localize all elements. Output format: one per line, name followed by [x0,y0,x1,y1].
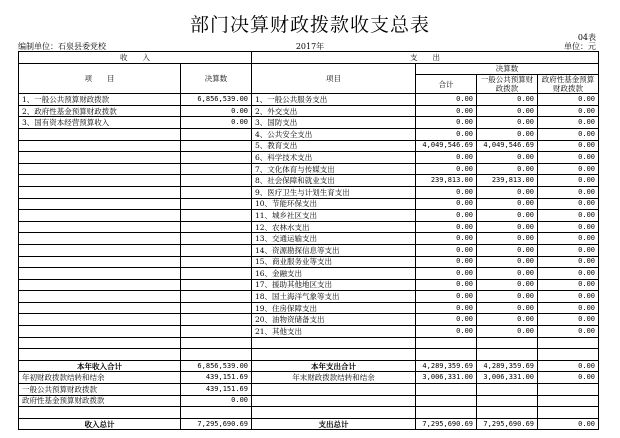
blank-cell [416,337,477,349]
grand-income-label: 收入总计 [19,418,181,430]
blank-cell [416,395,477,407]
currency-unit: 单位：元 [564,42,596,51]
expense-item-header: 项目 [252,63,416,94]
income-item-value [181,233,252,245]
table-row [19,314,599,326]
income-item-value: 6,856,539.00 [181,94,252,106]
expense-general-value: 0.00 [477,186,538,198]
income-item-value [181,186,252,198]
income-item-label [19,314,181,326]
expense-general-value: 0.00 [477,152,538,164]
summary-row [19,418,599,430]
summary-row [19,372,599,384]
blank-cell [538,384,599,396]
expense-total-value: 0.00 [416,210,477,222]
expense-general-value: 0.00 [477,128,538,140]
begin-balance-label: 年初财政拨款结转和结余 [19,372,181,384]
expense-total-value: 0.00 [416,256,477,268]
table-row [19,186,599,198]
expense-fund-value: 0.00 [538,186,599,198]
expense-general-value: 0.00 [477,256,538,268]
summary-row [19,395,599,407]
blank-cell [181,337,252,349]
expense-general-value: 0.00 [477,221,538,233]
expense-total-value: 0.00 [416,152,477,164]
expense-total-value: 0.00 [416,198,477,210]
expense-fund-value: 0.00 [538,128,599,140]
blank-cell [538,395,599,407]
expense-general-value: 0.00 [477,117,538,129]
income-item-label [19,128,181,140]
table-row [19,279,599,291]
income-item-value [181,244,252,256]
expense-total-value: 0.00 [416,221,477,233]
income-item-value [181,221,252,233]
expense-item-label: 18、国土海洋气象等支出 [252,291,416,303]
expense-item-label: 13、交通运输支出 [252,233,416,245]
blank-cell [477,337,538,349]
blank-cell [477,407,538,419]
expense-fund-value: 0.00 [538,140,599,152]
expense-fund-value: 0.00 [538,210,599,222]
table-row [19,256,599,268]
expense-item-label: 15、商业服务业等支出 [252,256,416,268]
expense-header: 支 出 [252,52,599,64]
blank-cell [477,395,538,407]
income-item-label [19,198,181,210]
expense-item-label: 20、油物资储备支出 [252,314,416,326]
blank-row [19,337,599,349]
expense-total-value: 0.00 [416,302,477,314]
blank-cell [538,349,599,361]
expense-total-value: 0.00 [416,326,477,338]
expense-item-label: 21、其他支出 [252,326,416,338]
blank-cell [477,384,538,396]
begin-fund-label: 政府性基金预算财政拨款 [19,395,181,407]
income-item-label: 1、一般公共预算财政拨款 [19,94,181,106]
blank-cell [19,407,181,419]
expense-general-value: 0.00 [477,326,538,338]
report-year: 2017年 [295,42,325,51]
expense-fund-value: 0.00 [538,233,599,245]
income-item-value [181,291,252,303]
income-item-label: 2、政府性基金预算财政拨款 [19,105,181,117]
income-item-label [19,175,181,187]
income-item-label [19,140,181,152]
blank-cell [538,337,599,349]
expense-item-label: 10、节能环保支出 [252,198,416,210]
end-balance-general: 3,006,331.00 [477,372,538,384]
grand-expense-fund: 0.00 [538,418,599,430]
expense-item-label: 1、一般公共服务支出 [252,94,416,106]
income-item-value [181,152,252,164]
expense-fund-value: 0.00 [538,175,599,187]
expense-general-value: 0.00 [477,302,538,314]
grand-expense-total: 7,295,690.69 [416,418,477,430]
finance-table [18,51,599,430]
end-balance-total: 3,006,331.00 [416,372,477,384]
income-total-label: 本年收入合计 [19,360,181,372]
expense-general-value: 0.00 [477,94,538,106]
income-item-label [19,221,181,233]
income-item-label [19,152,181,164]
expense-general-value: 0.00 [477,233,538,245]
reporting-unit: 编制单位：石泉县委党校 [18,42,106,51]
table-row [19,163,599,175]
expense-fund-value: 0.00 [538,256,599,268]
expense-general-value: 0.00 [477,268,538,280]
expense-total-value: 0.00 [416,291,477,303]
blank-cell [416,384,477,396]
table-row [19,244,599,256]
expense-general-value: 0.00 [477,210,538,222]
blank-cell [252,349,416,361]
table-row [19,198,599,210]
expense-general-value: 0.00 [477,163,538,175]
income-item-value [181,302,252,314]
page-title: 部门决算财政拨款收支总表 [189,14,430,36]
fund-budget-header: 政府性基金预算财政拨款 [538,75,599,94]
expense-total-value: 0.00 [416,117,477,129]
blank-cell [19,337,181,349]
begin-general-value: 439,151.69 [181,384,252,396]
income-item-label [19,233,181,245]
expense-general-value: 0.00 [477,291,538,303]
expense-item-label: 17、援助其他地区支出 [252,279,416,291]
expense-item-label: 16、金融支出 [252,268,416,280]
income-item-label [19,186,181,198]
begin-balance-value: 439,151.69 [181,372,252,384]
blank-cell [252,395,416,407]
expense-fund-value: 0.00 [538,163,599,175]
expense-general-value: 0.00 [477,314,538,326]
blank-cell [252,384,416,396]
expense-total-value: 0.00 [416,279,477,291]
income-item-label [19,210,181,222]
income-item-value [181,268,252,280]
expense-fund-value: 0.00 [538,268,599,280]
general-budget-header: 一般公共预算财政拨款 [477,75,538,94]
expense-item-label: 3、国防支出 [252,117,416,129]
summary-row [19,384,599,396]
expense-total-value: 239,813.00 [416,175,477,187]
income-header: 收 入 [19,52,252,64]
income-item-label [19,279,181,291]
table-row [19,152,599,164]
table-row [19,210,599,222]
expense-item-label: 19、住房保障支出 [252,302,416,314]
summary-row [19,360,599,372]
end-balance-fund: 0.00 [538,372,599,384]
expense-fund-value: 0.00 [538,221,599,233]
expense-item-label: 8、社会保障和就业支出 [252,175,416,187]
expense-general-value: 0.00 [477,279,538,291]
table-row [19,221,599,233]
expense-item-label: 9、医疗卫生与计划生育支出 [252,186,416,198]
blank-cell [477,349,538,361]
income-total-value: 6,856,539.00 [181,360,252,372]
expense-fund-value: 0.00 [538,94,599,106]
income-item-value [181,256,252,268]
blank-cell [252,407,416,419]
expense-total-fund: 0.00 [538,360,599,372]
blank-cell [416,349,477,361]
table-row [19,326,599,338]
begin-general-label: 一般公共预算财政拨款 [19,384,181,396]
expense-fund-value: 0.00 [538,279,599,291]
blank-cell [181,407,252,419]
expense-total-value: 0.00 [416,186,477,198]
income-item-value: 0.00 [181,117,252,129]
expense-item-label: 6、科学技术支出 [252,152,416,164]
expense-item-label: 4、公共安全支出 [252,128,416,140]
income-item-value [181,198,252,210]
income-item-label [19,163,181,175]
expense-fund-value: 0.00 [538,198,599,210]
expense-general-value: 4,049,546.69 [477,140,538,152]
expense-fund-value: 0.00 [538,326,599,338]
expense-item-label: 11、城乡社区支出 [252,210,416,222]
income-item-value [181,128,252,140]
income-item-value [181,175,252,187]
income-item-label [19,326,181,338]
table-row [19,233,599,245]
table-row [19,117,599,129]
expense-general-value: 0.00 [477,244,538,256]
expense-fund-value: 0.00 [538,314,599,326]
summary-row [19,407,599,419]
expense-item-label: 12、农林水支出 [252,221,416,233]
table-row [19,268,599,280]
grand-expense-label: 支出总计 [252,418,416,430]
blank-cell [416,407,477,419]
expense-total-value: 0.00 [416,233,477,245]
table-row [19,140,599,152]
blank-cell [19,349,181,361]
income-item-value [181,314,252,326]
expense-total-value: 0.00 [416,128,477,140]
expense-fund-value: 0.00 [538,291,599,303]
expense-total-sum: 4,289,359.69 [416,360,477,372]
income-item-value [181,140,252,152]
expense-item-label: 2、外交支出 [252,105,416,117]
income-item-label: 3、国有资本经营预算收入 [19,117,181,129]
blank-cell [181,349,252,361]
expense-total-value: 0.00 [416,105,477,117]
expense-item-label: 5、教育支出 [252,140,416,152]
expense-total-value: 0.00 [416,94,477,106]
expense-general-value: 239,813.00 [477,175,538,187]
expense-total-value: 0.00 [416,244,477,256]
expense-general-value: 0.00 [477,198,538,210]
table-row [19,94,599,106]
income-item-label [19,291,181,303]
income-item-value [181,210,252,222]
expense-item-label: 7、文化体育与传媒支出 [252,163,416,175]
table-row [19,105,599,117]
income-item-value [181,279,252,291]
grand-expense-general: 7,295,690.69 [477,418,538,430]
total-header: 合计 [416,75,477,94]
income-item-label [19,244,181,256]
blank-cell [252,337,416,349]
income-item-value [181,163,252,175]
expense-item-label: 14、资源勘探信息等支出 [252,244,416,256]
expense-fund-value: 0.00 [538,105,599,117]
begin-fund-value: 0.00 [181,395,252,407]
expense-fund-value: 0.00 [538,117,599,129]
income-budget-header: 决算数 [181,63,252,94]
table-row [19,175,599,187]
expense-total-general: 4,289,359.69 [477,360,538,372]
expense-general-value: 0.00 [477,105,538,117]
income-item-label [19,256,181,268]
blank-row [19,349,599,361]
income-item-value [181,326,252,338]
expense-fund-value: 0.00 [538,302,599,314]
income-item-label [19,268,181,280]
grand-income-value: 7,295,690.69 [181,418,252,430]
expense-total-value: 0.00 [416,314,477,326]
expense-total-value: 4,049,546.69 [416,140,477,152]
table-row [19,291,599,303]
expense-total-value: 0.00 [416,163,477,175]
end-balance-label: 年末财政拨款结转和结余 [252,372,416,384]
expense-total-value: 0.00 [416,268,477,280]
income-item-header: 项 目 [19,63,181,94]
table-row [19,302,599,314]
table-row [19,128,599,140]
expense-fund-value: 0.00 [538,244,599,256]
expense-total-label: 本年支出合计 [252,360,416,372]
form-number: 04表 [577,33,596,42]
blank-cell [538,407,599,419]
income-item-label [19,302,181,314]
expense-budget-header: 决算数 [416,63,599,75]
income-item-value: 0.00 [181,105,252,117]
expense-fund-value: 0.00 [538,152,599,164]
